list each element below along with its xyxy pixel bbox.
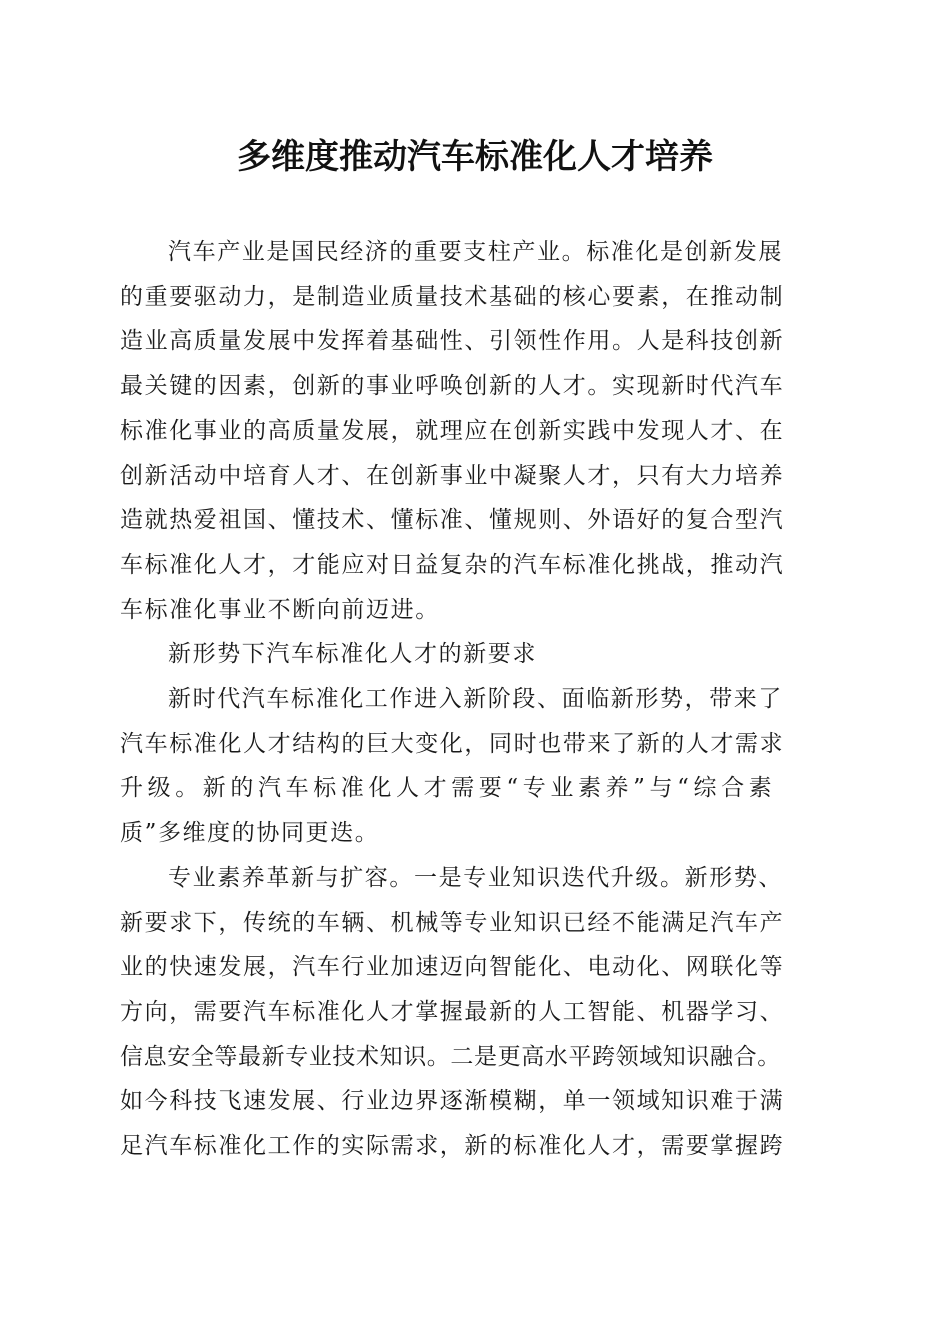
text-line: 造就热爱祖国、懂技术、懂标准、懂规则、外语好的复合型汽: [120, 507, 785, 534]
paragraph-new-requirements: [120, 677, 830, 856]
article-body: [120, 230, 830, 1169]
text-line: 业的快速发展，汽车行业加速迈向智能化、电动化、网联化等: [120, 954, 785, 981]
text-line: 车标准化人才，才能应对日益复杂的汽车标准化挑战，推动汽: [120, 551, 785, 578]
text-line: 新要求下，传统的车辆、机械等专业知识已经不能满足汽车产: [120, 909, 785, 936]
text-line: 信息安全等最新专业技术知识。二是更高水平跨领域知识融合。: [120, 1043, 781, 1070]
text-line: 升级。新的汽车标准化人才需要“专业素养”与“综合素: [120, 775, 777, 802]
paragraph-professional-literacy: [120, 856, 830, 1169]
text-line: 新时代汽车标准化工作进入新阶段、面临新形势，带来了: [168, 686, 783, 713]
page-title: 多维度推动汽车标准化人才培养: [237, 137, 713, 177]
text-line: 如今科技飞速发展、行业边界逐渐模糊，单一领域知识难于满: [120, 1088, 785, 1115]
text-line: 的重要驱动力，是制造业质量技术基础的核心要素，在推动制: [120, 283, 785, 310]
text-line: 创新活动中培育人才、在创新事业中凝聚人才，只有大力培养: [120, 462, 785, 489]
section-heading-text: 新形势下汽车标准化人才的新要求: [168, 641, 537, 668]
text-line: 汽车产业是国民经济的重要支柱产业。标准化是创新发展: [168, 239, 783, 265]
text-line: 车标准化事业不断向前迈进。: [120, 596, 440, 623]
section-heading: [120, 632, 830, 677]
text-line: 方向，需要汽车标准化人才掌握最新的人工智能、机器学习、: [120, 998, 785, 1025]
text-line: 专业素养革新与扩容。一是专业知识迭代升级。新形势、: [168, 864, 783, 891]
text-line: 造业高质量发展中发挥着基础性、引领性作用。人是科技创新: [120, 328, 785, 355]
text-line: 足汽车标准化工作的实际需求，新的标准化人才，需要掌握跨: [120, 1133, 785, 1160]
text-line: 标准化事业的高质量发展，就理应在创新实践中发现人才、在: [120, 417, 785, 444]
text-line: 汽车标准化人才结构的巨大变化，同时也带来了新的人才需求: [120, 730, 785, 757]
paragraph-intro: [120, 230, 830, 632]
text-line: 最关键的因素，创新的事业呼唤创新的人才。实现新时代汽车: [120, 373, 785, 400]
text-line: 质”多维度的协同更迭。: [120, 820, 380, 847]
